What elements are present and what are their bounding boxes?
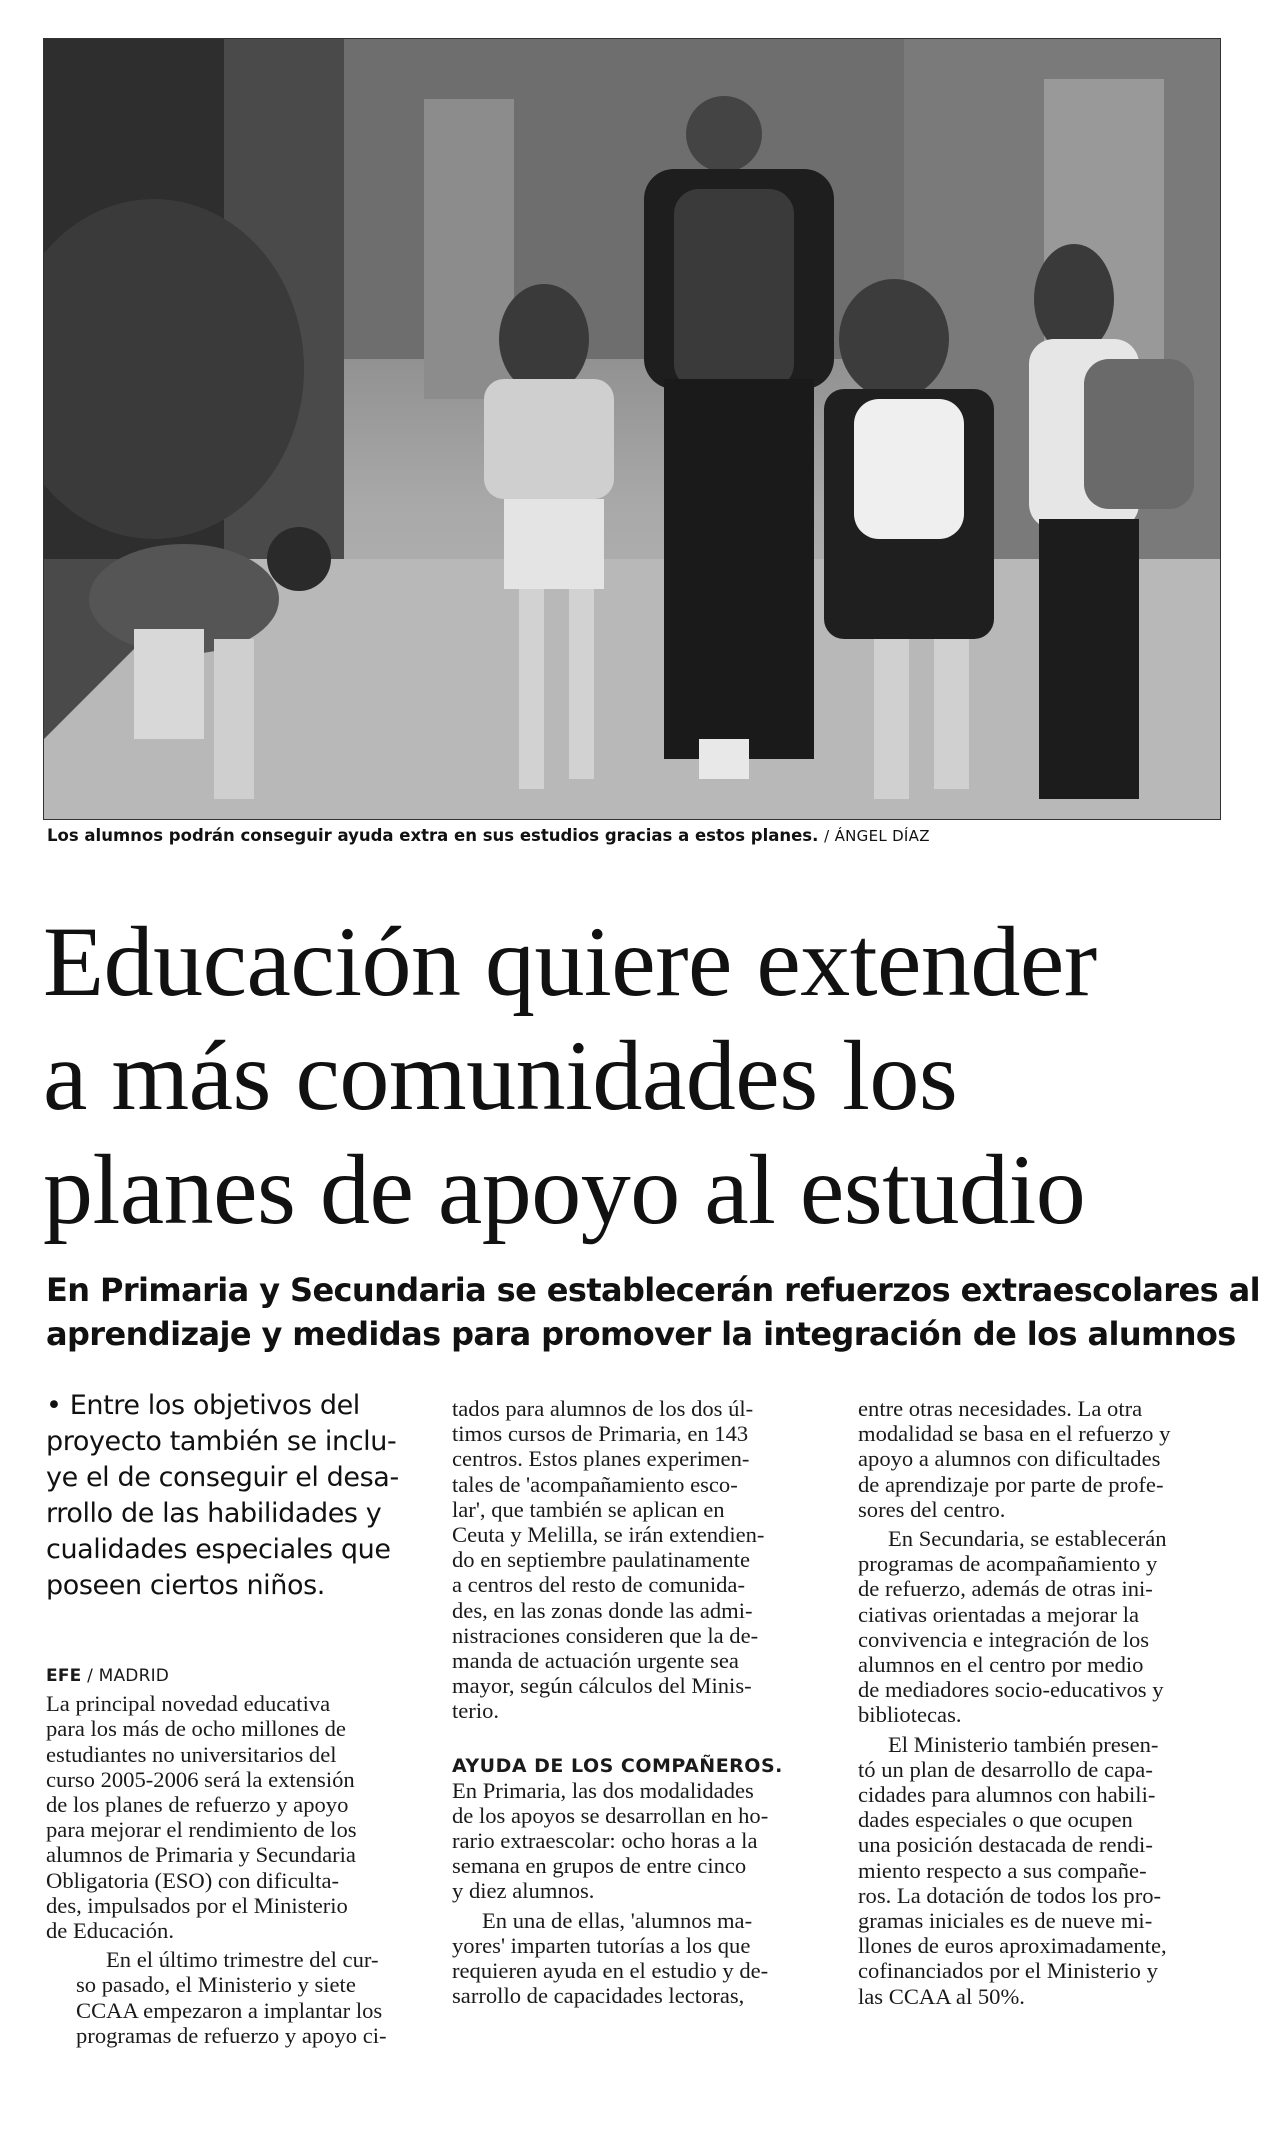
- photo-credit: / ÁNGEL DÍAZ: [824, 827, 930, 845]
- text-line: Obligatoria (ESO) con dificulta-: [46, 1867, 340, 1893]
- text-line: y diez alumnos.: [452, 1878, 595, 1904]
- highlight-line: rrollo de las habilidades y: [46, 1498, 382, 1529]
- text-line: apoyo a alumnos con dificultades: [858, 1446, 1161, 1472]
- text-line: convivencia e integración de los: [858, 1626, 1150, 1652]
- text-line: dades especiales o que ocupen: [858, 1807, 1133, 1833]
- text-line: miento respecto a sus compañe-: [858, 1857, 1147, 1883]
- text-line: CCAA empezaron a implantar los: [76, 1997, 383, 2023]
- text-line: cofinanciados por el Ministerio y: [858, 1958, 1158, 1984]
- text-line: tó un plan de desarrollo de capa-: [858, 1756, 1153, 1782]
- paragraph: [452, 1396, 827, 1724]
- text-line: gramas iniciales es de nueve mi-: [858, 1908, 1153, 1934]
- subtitle-line: aprendizaje y medidas para promover la integración de los alumnos: [46, 1315, 1236, 1353]
- text-line: timos cursos de Primaria, en 143: [452, 1421, 749, 1447]
- text-line: estudiantes no universitarios del: [46, 1741, 337, 1767]
- text-line: En el último trimestre del cur-: [106, 1947, 379, 1973]
- text-line: ros. La dotación de todos los pro-: [858, 1882, 1162, 1908]
- caption-text: Los alumnos podrán conseguir ayuda extra en sus estudios gracias a estos planes.: [47, 826, 819, 845]
- text-line: centros. Estos planes experimen-: [452, 1446, 750, 1472]
- text-line: de refuerzo, además de otras ini-: [858, 1576, 1153, 1602]
- paragraph: [46, 1947, 416, 2048]
- text-line: programas de refuerzo y apoyo ci-: [76, 2022, 387, 2048]
- text-line: La principal novedad educativa: [46, 1691, 331, 1717]
- text-line: nistraciones consideren que la de-: [452, 1622, 759, 1648]
- highlight-line: ye el de conseguir el desa-: [46, 1462, 399, 1493]
- text-line: a centros del resto de comunida-: [452, 1572, 745, 1598]
- headline-line: a más comunidades los: [43, 1020, 958, 1131]
- text-line: llones de euros aproximadamente,: [858, 1933, 1167, 1959]
- column-1: [46, 1388, 416, 2048]
- text-line: para los más de ocho millones de: [46, 1716, 346, 1742]
- column-3: [858, 1396, 1230, 2009]
- paragraph: [858, 1396, 1230, 1522]
- text-line: do en septiembre paulatinamente: [452, 1547, 750, 1573]
- text-line: semana en grupos de entre cinco: [452, 1853, 747, 1879]
- text-line: programas de acompañamiento y: [858, 1551, 1158, 1577]
- headline-line: planes de apoyo al estudio: [43, 1134, 1086, 1245]
- byline-agency: EFE: [46, 1666, 82, 1686]
- text-line: de los apoyos se desarrollan en ho-: [452, 1802, 769, 1828]
- text-line: yores' imparten tutorías a los que: [452, 1932, 751, 1958]
- paragraph: [858, 1732, 1230, 2009]
- text-line: manda de actuación urgente sea: [452, 1648, 739, 1674]
- paragraph: [452, 1778, 827, 1904]
- subtitle-line: En Primaria y Secundaria se establecerán refuerzos extraescolares al: [46, 1271, 1260, 1309]
- text-line: curso 2005-2006 será la extensión: [46, 1766, 355, 1792]
- subtitle: [46, 1268, 1260, 1356]
- text-line: sarrollo de capacidades lectoras,: [452, 1983, 745, 2009]
- text-line: des, en las zonas donde las admi-: [452, 1597, 753, 1623]
- headline-line: Educación quiere extender: [43, 906, 1097, 1017]
- highlight-line: proyecto también se inclu-: [46, 1426, 397, 1457]
- text-line: El Ministerio también presen-: [888, 1731, 1159, 1757]
- highlight-line: cualidades especiales que: [46, 1534, 391, 1565]
- text-line: requieren ayuda en el estudio y de-: [452, 1958, 769, 1984]
- paragraph: [46, 1691, 416, 1943]
- text-line: de los planes de refuerzo y apoyo: [46, 1792, 349, 1818]
- section-subhead: AYUDA DE LOS COMPAÑEROS.: [452, 1754, 783, 1777]
- text-line: lar', que también se aplican en: [452, 1496, 725, 1522]
- headline: [43, 905, 1243, 1247]
- text-line: En Primaria, las dos modalidades: [452, 1777, 754, 1803]
- text-line: alumnos en el centro por medio: [858, 1652, 1144, 1678]
- text-line: mayor, según cálculos del Minis-: [452, 1673, 752, 1699]
- text-line: de Educación.: [46, 1918, 174, 1944]
- text-line: las CCAA al 50%.: [858, 1983, 1025, 2009]
- highlight-box: [46, 1388, 416, 1604]
- text-line: ciativas orientadas a mejorar la: [858, 1601, 1140, 1627]
- text-line: En una de ellas, 'alumnos ma-: [482, 1907, 753, 1933]
- text-line: cidades para alumnos con habili-: [858, 1782, 1156, 1808]
- photo-illustration: [44, 39, 1220, 819]
- text-line: alumnos de Primaria y Secundaria: [46, 1842, 356, 1868]
- text-line: des, impulsados por el Ministerio: [46, 1892, 348, 1918]
- article-photo: [43, 38, 1221, 820]
- text-line: tales de 'acompañamiento esco-: [452, 1471, 738, 1497]
- text-line: entre otras necesidades. La otra: [858, 1396, 1143, 1421]
- paragraph: [452, 1908, 827, 2009]
- highlight-line: poseen ciertos niños.: [46, 1570, 325, 1601]
- paragraph: [858, 1526, 1230, 1728]
- text-line: so pasado, el Ministerio y siete: [76, 1972, 356, 1998]
- text-line: En Secundaria, se establecerán: [888, 1526, 1167, 1552]
- text-line: una posición destacada de rendi-: [858, 1832, 1153, 1858]
- text-line: de aprendizaje por parte de profe-: [858, 1471, 1164, 1497]
- byline-location: / MADRID: [87, 1666, 170, 1686]
- text-line: terio.: [452, 1698, 500, 1724]
- highlight-line: • Entre los objetivos del: [46, 1390, 360, 1421]
- byline: [46, 1664, 416, 1689]
- text-line: rario extraescolar: ocho horas a la: [452, 1828, 758, 1854]
- text-line: de mediadores socio-educativos y: [858, 1677, 1164, 1703]
- text-line: sores del centro.: [858, 1496, 1006, 1522]
- text-line: modalidad se basa en el refuerzo y: [858, 1421, 1171, 1447]
- photo-caption: [47, 826, 1207, 845]
- text-line: tados para alumnos de los dos úl-: [452, 1396, 754, 1421]
- text-line: bibliotecas.: [858, 1702, 962, 1728]
- text-line: Ceuta y Melilla, se irán extendien-: [452, 1522, 765, 1548]
- column-2: [452, 1396, 827, 2008]
- text-line: para mejorar el rendimiento de los: [46, 1817, 357, 1843]
